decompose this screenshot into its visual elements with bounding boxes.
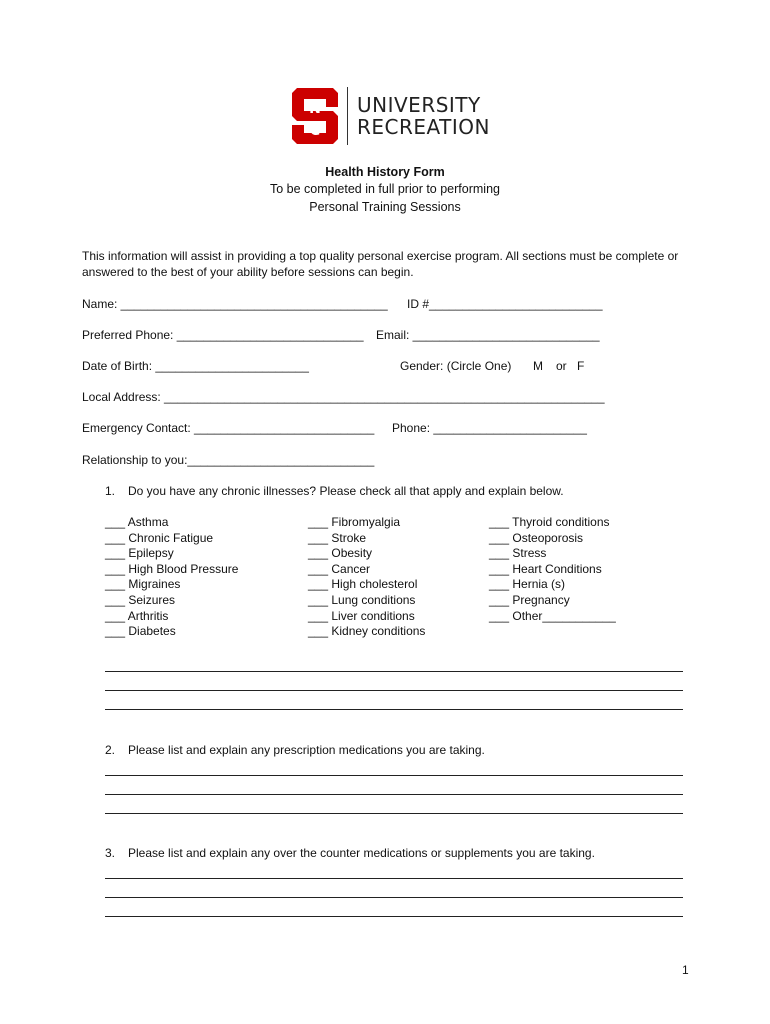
email-field[interactable]: Email: ____________________________ xyxy=(376,328,600,342)
checklist-item-pregnancy[interactable]: ___ Pregnancy xyxy=(489,592,570,607)
checklist-item-thyroid-conditions[interactable]: ___ Thyroid conditions xyxy=(489,515,610,529)
checklist-item-other[interactable]: ___ Other___________ xyxy=(489,608,616,623)
illness-column-2 xyxy=(308,515,425,640)
relationship-field[interactable]: Relationship to you:____________________________ xyxy=(82,453,375,467)
page-number: 1 xyxy=(682,963,689,977)
answer-line-q3-1[interactable] xyxy=(105,878,683,879)
illness-column-3 xyxy=(489,515,616,624)
checklist-item-high-cholesterol[interactable]: ___ High cholesterol xyxy=(308,577,418,592)
nc-state-s-logo-icon xyxy=(291,87,339,145)
illness-column-1 xyxy=(105,515,238,640)
question-1-text: Do you have any chronic illnesses? Please check all that apply and explain below. xyxy=(128,484,564,498)
form-subtitle-line1: To be completed in full prior to performing xyxy=(270,182,500,196)
gender-label: Gender: (Circle One) xyxy=(400,359,512,373)
question-3-text: Please list and explain any over the counter medications or supplements you are taking. xyxy=(128,846,595,860)
gender-option-f[interactable]: F xyxy=(577,359,585,373)
checklist-item-kidney-conditions[interactable]: ___ Kidney conditions xyxy=(308,624,426,639)
checklist-item-hernia[interactable]: ___ Hernia (s) xyxy=(489,577,566,592)
checklist-item-diabetes[interactable]: ___ Diabetes xyxy=(105,624,176,639)
gender-option-m[interactable]: M xyxy=(533,359,543,373)
checklist-item-epilepsy[interactable]: ___ Epilepsy xyxy=(105,546,174,561)
question-2-text: Please list and explain any prescription medications you are taking. xyxy=(128,743,485,757)
checklist-item-fibromyalgia[interactable]: ___ Fibromyalgia xyxy=(308,515,401,529)
checklist-item-migraines[interactable]: ___ Migraines xyxy=(105,577,181,592)
answer-line-q1-1[interactable] xyxy=(105,671,683,672)
checklist-item-osteoporosis[interactable]: ___ Osteoporosis xyxy=(489,530,584,545)
preferred-phone-field[interactable]: Preferred Phone: ____________________________ xyxy=(82,328,364,342)
answer-line-q3-3[interactable] xyxy=(105,916,683,917)
gender-or-text: or xyxy=(556,359,567,373)
checklist-item-liver-conditions[interactable]: ___ Liver conditions xyxy=(308,608,415,623)
checklist-item-high-blood-pressure[interactable]: ___ High Blood Pressure xyxy=(105,561,239,576)
checklist-item-chronic-fatigue[interactable]: ___ Chronic Fatigue xyxy=(105,530,214,545)
id-field[interactable]: ID #__________________________ xyxy=(407,297,603,311)
university-recreation-logo xyxy=(291,87,491,145)
logo-line-university: UNIVERSITY xyxy=(357,93,481,117)
intro-paragraph: This information will assist in providing a top quality personal exercise program. All sections must be complete or answered to the best of your ability before sessions can begin. xyxy=(82,249,679,279)
logo-line-recreation: RECREATION xyxy=(357,115,490,139)
question-2-number: 2. xyxy=(105,743,116,757)
logo-divider xyxy=(347,87,348,145)
answer-line-q2-3[interactable] xyxy=(105,813,683,814)
checklist-item-arthritis[interactable]: ___ Arthritis xyxy=(105,608,169,623)
question-1-number: 1. xyxy=(105,484,116,498)
svg-text:N: N xyxy=(309,101,321,117)
form-title: Health History Form xyxy=(325,165,445,179)
emergency-contact-field[interactable]: Emergency Contact: ___________________________ xyxy=(82,421,375,435)
checklist-item-seizures[interactable]: ___ Seizures xyxy=(105,592,176,607)
checklist-item-heart-conditions[interactable]: ___ Heart Conditions xyxy=(489,561,602,576)
checklist-item-lung-conditions[interactable]: ___ Lung conditions xyxy=(308,592,416,607)
checklist-item-asthma[interactable]: ___ Asthma xyxy=(105,515,169,529)
answer-line-q1-2[interactable] xyxy=(105,690,683,691)
checklist-item-stress[interactable]: ___ Stress xyxy=(489,546,547,561)
checklist-item-stroke[interactable]: ___ Stroke xyxy=(308,530,367,545)
form-subtitle-line2: Personal Training Sessions xyxy=(309,200,461,214)
name-field[interactable]: Name: ________________________________________ xyxy=(82,297,388,311)
answer-line-q2-1[interactable] xyxy=(105,775,683,776)
checklist-item-cancer[interactable]: ___ Cancer xyxy=(308,561,371,576)
svg-text:C: C xyxy=(309,123,321,139)
answer-line-q3-2[interactable] xyxy=(105,897,683,898)
question-3-number: 3. xyxy=(105,846,116,860)
checklist-item-obesity[interactable]: ___ Obesity xyxy=(308,546,373,561)
answer-line-q2-2[interactable] xyxy=(105,794,683,795)
date-of-birth-field[interactable]: Date of Birth: _______________________ xyxy=(82,359,309,373)
answer-line-q1-3[interactable] xyxy=(105,709,683,710)
emergency-phone-field[interactable]: Phone: _______________________ xyxy=(392,421,587,435)
local-address-field[interactable]: Local Address: __________________________________________________________________ xyxy=(82,390,605,404)
